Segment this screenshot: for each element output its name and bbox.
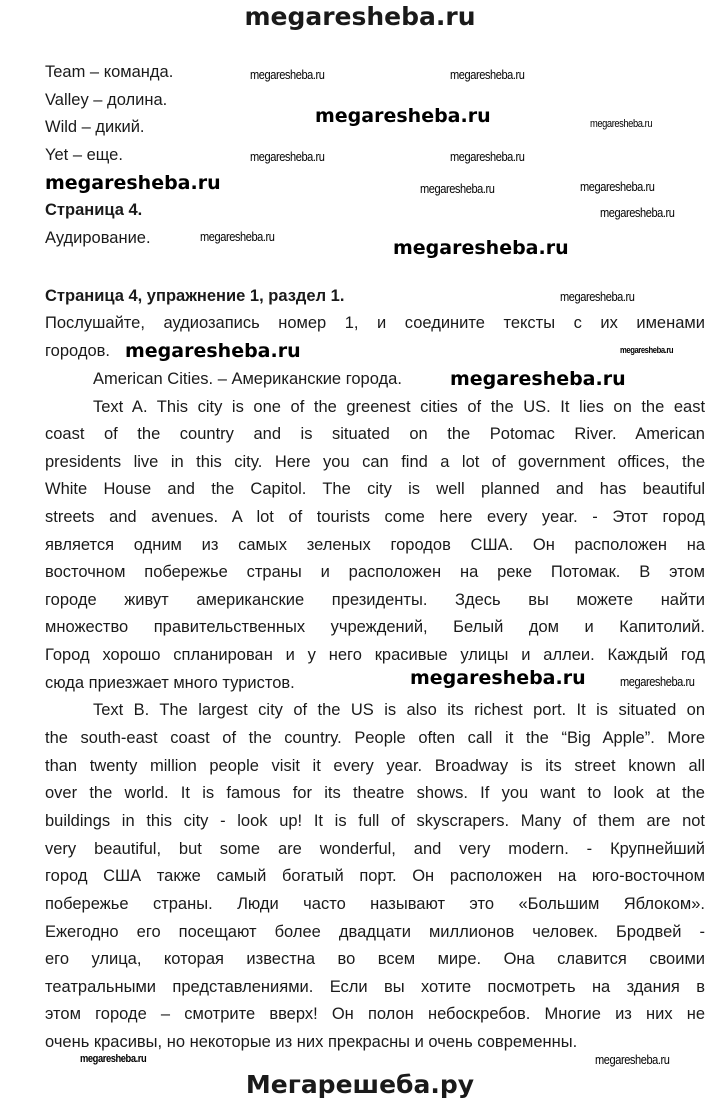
watermark: megaresheba.ru <box>45 172 221 194</box>
text-line-content: presidents live in this city. Here you can find a lot of government offices, the <box>45 453 705 471</box>
text-line-content: его улица, которая известна во всем мире. Она славится своими <box>45 950 706 968</box>
watermark: megaresheba.ru <box>600 205 675 220</box>
text-line <box>45 645 705 665</box>
text-line-content: сюда приезжает много туристов. <box>45 674 295 692</box>
text-line-content: городов. <box>45 342 110 360</box>
watermark: megaresheba.ru <box>620 345 674 355</box>
text-line-content: Valley – долина. <box>45 91 168 109</box>
text-line <box>93 397 705 417</box>
watermark: megaresheba.ru <box>200 229 275 244</box>
text-line <box>45 617 705 637</box>
watermark: megaresheba.ru <box>80 1053 147 1065</box>
text-line <box>45 673 705 693</box>
text-line <box>45 977 705 997</box>
text-line <box>45 313 705 333</box>
text-line-content: coast of the country and is situated on the Potomac River. American <box>45 425 705 443</box>
watermark: megaresheba.ru <box>315 105 491 127</box>
text-line <box>45 866 705 886</box>
watermark: megaresheba.ru <box>250 67 325 82</box>
watermark: megaresheba.ru <box>450 149 525 164</box>
text-line <box>45 228 705 248</box>
watermark: megaresheba.ru <box>420 181 495 196</box>
watermark: megaresheba.ru <box>590 118 653 130</box>
text-line-content: Ежегодно его посещают более двадцати миллионов человек. Бродвей - <box>45 923 705 941</box>
text-line-content: Послушайте, аудиозапись номер 1, и соедините тексты с их именами <box>45 314 705 332</box>
text-line <box>45 949 705 969</box>
text-line <box>45 62 705 82</box>
watermark: megaresheba.ru <box>393 237 569 259</box>
text-line-content: Страница 4, упражнение 1, раздел 1. <box>45 287 345 305</box>
text-line <box>45 728 705 748</box>
text-line-content: театральными представлениями. Если вы хотите посмотреть на здания в <box>45 978 705 996</box>
text-line-content: streets and avenues. A lot of tourists come here every year. - Этот город <box>45 508 705 526</box>
text-line <box>45 507 705 527</box>
text-line <box>45 479 705 499</box>
watermark: megaresheba.ru <box>250 149 325 164</box>
text-line-content: Team – команда. <box>45 63 174 81</box>
text-line <box>45 145 705 165</box>
text-line <box>45 783 705 803</box>
text-line-content: than twenty million people visit it every year. Broadway is its street known all <box>45 757 706 775</box>
text-line <box>93 700 705 720</box>
watermark: megaresheba.ru <box>450 368 626 390</box>
text-line-content: множество правительственных учреждений, Белый дом и Капитолий. <box>45 618 705 636</box>
text-line-content: over the world. It is famous for its theatre shows. If you want to look at the <box>45 784 705 802</box>
site-title-footer: Мегарешеба.ру <box>245 1070 475 1099</box>
watermark: megaresheba.ru <box>125 340 301 362</box>
text-line <box>45 452 705 472</box>
text-line <box>45 1004 705 1024</box>
text-line <box>45 1032 705 1052</box>
text-line <box>45 756 705 776</box>
text-line <box>45 535 705 555</box>
text-line <box>45 894 705 914</box>
text-line-content: восточном побережье страны и расположен на реке Потомак. В этом <box>45 563 706 581</box>
text-line-content: Город хорошо спланирован и у него красивые улицы и аллеи. Каждый год <box>45 646 705 664</box>
text-line-content: очень красивы, но некоторые из них прекрасны и очень современны. <box>45 1033 578 1051</box>
watermark: megaresheba.ru <box>580 179 655 194</box>
text-line-content: Wild – дикий. <box>45 118 145 136</box>
text-line-content: very beautiful, but some are wonderful, and very modern. - Крупнейший <box>45 840 706 858</box>
text-line <box>45 922 705 942</box>
text-line-content: является одним из самых зеленых городов США. Он расположен на <box>45 536 706 554</box>
text-line-content: White House and the Capitol. The city is well planned and has beautiful <box>45 480 706 498</box>
watermark: megaresheba.ru <box>450 67 525 82</box>
text-line-content: Text B. The largest city of the US is also its richest port. It is situated on <box>93 701 706 719</box>
watermark: megaresheba.ru <box>410 667 586 689</box>
text-line-content: Аудирование. <box>45 229 151 247</box>
text-line-content: городе живут американские президенты. Здесь вы можете найти <box>45 591 705 609</box>
watermark: megaresheba.ru <box>560 289 635 304</box>
text-line <box>45 590 705 610</box>
text-line-content: American Cities. – Американские города. <box>93 370 402 388</box>
text-line-content: Text A. This city is one of the greenest cities of the US. It lies on the east <box>93 398 706 416</box>
site-title-header: megaresheba.ru <box>244 2 476 31</box>
text-line <box>45 424 705 444</box>
text-line-content: этом городе – смотрите вверх! Он полон небоскребов. Многие из них не <box>45 1005 706 1023</box>
text-line <box>45 562 705 582</box>
text-line-content: Страница 4. <box>45 201 143 219</box>
text-line-content: побережье страны. Люди часто называют это «Большим Яблоком». <box>45 895 706 913</box>
watermark: megaresheba.ru <box>620 674 695 689</box>
watermark: megaresheba.ru <box>595 1052 670 1067</box>
text-line-content: buildings in this city - look up! It is full of skyscrapers. Many of them are not <box>45 812 706 830</box>
text-line-content: Yet – еще. <box>45 146 123 164</box>
text-line <box>45 811 705 831</box>
text-line-content: город США также самый богатый порт. Он расположен на юго-восточном <box>45 867 706 885</box>
text-line <box>45 839 705 859</box>
text-line-content: the south-east coast of the country. People often call it the “Big Apple”. More <box>45 729 706 747</box>
